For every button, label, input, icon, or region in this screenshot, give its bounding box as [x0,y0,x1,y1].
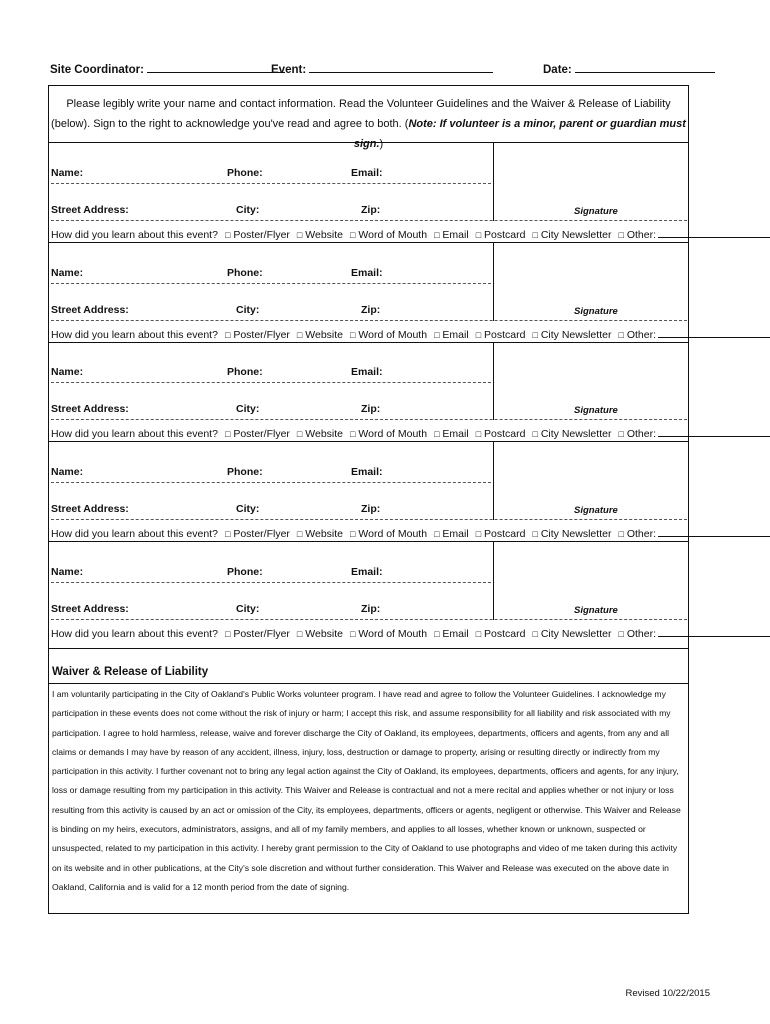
signature-label: Signature [574,405,618,416]
signature-divider [493,342,494,420]
name-label: Name: [51,566,84,578]
checkbox-icon[interactable]: □ [532,330,538,340]
how-option[interactable] [476,628,526,640]
how-learned-question: How did you learn about this event? [51,628,218,640]
how-option-label: Poster/Flyer [233,528,290,540]
how-option-label: Email [442,528,469,540]
city-label: City: [236,304,260,316]
how-option-label: Postcard [484,628,526,640]
checkbox-icon[interactable]: □ [434,429,440,439]
checkbox-icon[interactable]: □ [618,429,624,439]
checkbox-icon[interactable]: □ [350,330,356,340]
address-line[interactable] [51,619,687,620]
zip-label: Zip: [361,304,381,316]
signature-label: Signature [574,306,618,317]
phone-label: Phone: [227,566,263,578]
how-option[interactable] [476,528,526,540]
how-option-other[interactable] [618,628,770,640]
checkbox-icon[interactable]: □ [618,629,624,639]
other-label: Other: [626,329,656,341]
date-field[interactable] [543,61,715,76]
how-option[interactable] [476,428,526,440]
how-option[interactable] [532,528,611,540]
date-label: Date: [543,64,572,76]
how-option-label: City Newsletter [540,428,612,440]
name-line[interactable] [51,382,491,383]
how-option[interactable] [225,628,290,640]
how-option-label: Poster/Flyer [233,229,290,241]
how-option[interactable] [476,329,526,341]
site-coordinator-line[interactable] [147,61,285,73]
minor-note: Note: If volunteer is a minor, parent or guardian must sign. [353,118,686,150]
how-learned-question: How did you learn about this event? [51,329,218,341]
how-option[interactable] [297,229,343,241]
name-line[interactable] [51,482,491,483]
checkbox-icon[interactable]: □ [618,230,624,240]
zip-label: Zip: [361,503,381,515]
checkbox-icon[interactable]: □ [434,629,440,639]
address-line[interactable] [51,320,687,321]
how-learned-question: How did you learn about this event? [51,428,218,440]
how-learned-row [51,426,770,440]
name-line[interactable] [51,283,491,284]
zip-label: Zip: [361,403,381,415]
how-option-label: Email [442,229,469,241]
how-option[interactable] [350,528,427,540]
how-option-label: Website [305,528,344,540]
how-option[interactable] [350,428,427,440]
how-option-label: Word of Mouth [358,229,428,241]
event-line[interactable] [309,61,493,73]
divider [49,648,688,649]
instructions-text: Please legibly write your name and contact information. Read the Volunteer Guidelines and the Waiver & Release of Liability (below). Sign to the right to acknowledge you've read and agree to both. ( [51,98,671,130]
email-label: Email: [351,366,383,378]
name-line[interactable] [51,183,491,184]
how-option[interactable] [532,428,611,440]
name-label: Name: [51,267,84,279]
how-learned-row [51,526,770,540]
signature-divider [493,542,494,620]
address-line[interactable] [51,519,687,520]
phone-label: Phone: [227,267,263,279]
volunteer-entry [49,542,688,642]
how-option-other[interactable] [618,229,770,241]
how-option-other[interactable] [618,428,770,440]
how-learned-row [51,227,770,241]
other-line[interactable] [658,526,770,537]
checkbox-icon[interactable]: □ [350,629,356,639]
how-option-label: Word of Mouth [358,628,428,640]
how-option[interactable] [225,428,290,440]
checkbox-icon[interactable]: □ [475,429,482,439]
site-coordinator-field[interactable] [50,61,285,76]
how-option-label: Poster/Flyer [233,329,290,341]
checkbox-icon[interactable]: □ [475,330,482,340]
email-label: Email: [351,566,383,578]
checkbox-icon[interactable]: □ [224,330,231,340]
how-option[interactable] [532,628,611,640]
how-option[interactable] [225,229,290,241]
checkbox-icon[interactable]: □ [532,529,538,539]
signature-label: Signature [574,605,618,616]
how-option-label: Word of Mouth [358,428,428,440]
date-line[interactable] [575,61,715,73]
how-option[interactable] [350,628,427,640]
address-line[interactable] [51,220,687,221]
event-label: Event: [271,64,307,76]
how-learned-row [51,626,770,640]
phone-label: Phone: [227,167,263,179]
how-option-label: Email [442,628,469,640]
checkbox-icon[interactable]: □ [350,230,356,240]
how-option[interactable] [350,229,427,241]
checkbox-icon[interactable]: □ [296,330,303,340]
how-learned-question: How did you learn about this event? [51,229,218,241]
checkbox-icon[interactable]: □ [618,529,624,539]
how-option[interactable] [532,329,611,341]
city-label: City: [236,503,260,515]
name-label: Name: [51,167,84,179]
zip-label: Zip: [361,603,381,615]
how-option-label: Word of Mouth [358,528,428,540]
how-option-label: Email [442,329,469,341]
checkbox-icon[interactable]: □ [475,629,482,639]
how-option-label: City Newsletter [540,628,612,640]
how-option[interactable] [297,428,343,440]
email-label: Email: [351,466,383,478]
city-label: City: [236,403,260,415]
name-label: Name: [51,366,84,378]
volunteer-entry [49,342,688,442]
checkbox-icon[interactable]: □ [296,429,303,439]
event-field[interactable] [271,61,493,76]
volunteer-entry [49,143,688,243]
checkbox-icon[interactable]: □ [434,230,440,240]
how-option-label: Word of Mouth [358,329,428,341]
signature-divider [493,243,494,321]
checkbox-icon[interactable]: □ [296,230,303,240]
signature-label: Signature [574,505,618,516]
volunteer-entry [49,442,688,542]
how-option-label: Postcard [484,428,526,440]
waiver-text: I am voluntarily participating in the City of Oakland's Public Works volunteer program. I have read and agree to follow the Volunteer Guidelines. I acknowledge my participation in these events does not come without the risk of injury or harm; I accept this risk, and assume responsibility for all liability and risk associated with my participation. I agree to hold harmless, release, waive and forever discharge the City of Oakland, its employees, departments, officers and agents, from any and all claims or demands I may have by reason of any accident, illness, injury, loss, destruction or damage to property, arising or resulting directly or indirectly from my participation in this activity. I further covenant not to bring any legal action against the City of Oakland, its employees, departments, officers and agents, for any injury, loss or damage resulting from my participation in this activity. This Waiver and Release is contractual and not a mere recital and applies whether or not injury or loss resulting from this activity is caused by an act or omission of the City, its employees, departments, officers or agents, negligent or otherwise. This Waiver and Release is binding on my heirs, executors, administrators, assigns, and all of my family members, and applies to all losses, whether known or unknown, suspected or unsuspected, related to my participation in this activity. I hereby grant permission to the City of Oakland to use photographs and video of me taken during this activity on its website and in other publications, at the City's sole discretion and without further consideration. This Waiver and Release was executed on the above date in Oakland, California and is valid for a 12 month period from the date of signing. [52,689,681,892]
how-option-label: City Newsletter [540,329,612,341]
email-label: Email: [351,267,383,279]
how-option-other[interactable] [618,329,770,341]
how-option[interactable] [434,329,469,341]
checkbox-icon[interactable]: □ [475,529,482,539]
street-address-label: Street Address: [51,304,129,316]
phone-label: Phone: [227,366,263,378]
how-option[interactable] [297,628,343,640]
how-option-label: City Newsletter [540,528,612,540]
other-label: Other: [626,528,656,540]
how-option-label: Website [305,628,344,640]
city-label: City: [236,204,260,216]
how-option-label: Postcard [484,329,526,341]
name-line[interactable] [51,582,491,583]
other-line[interactable] [658,626,770,637]
other-line[interactable] [658,227,770,238]
how-option-label: Website [305,229,344,241]
how-option[interactable] [476,229,526,241]
city-label: City: [236,603,260,615]
checkbox-icon[interactable]: □ [532,629,538,639]
how-option[interactable] [225,329,290,341]
name-label: Name: [51,466,84,478]
how-option[interactable] [532,229,611,241]
how-option[interactable] [350,329,427,341]
how-option-other[interactable] [618,528,770,540]
site-coordinator-label: Site Coordinator: [50,64,144,76]
how-option-label: Website [305,329,344,341]
other-line[interactable] [658,426,770,437]
revision-date: Revised 10/22/2015 [625,988,710,999]
other-label: Other: [626,229,656,241]
instructions-close: ) [379,138,384,150]
checkbox-icon[interactable]: □ [224,629,231,639]
checkbox-icon[interactable]: □ [350,529,356,539]
how-option[interactable] [434,229,469,241]
how-option-label: Postcard [484,528,526,540]
signature-label: Signature [574,206,618,217]
how-option-label: Poster/Flyer [233,628,290,640]
waiver-title: Waiver & Release of Liability [52,666,209,678]
checkbox-icon[interactable]: □ [296,629,303,639]
street-address-label: Street Address: [51,603,129,615]
zip-label: Zip: [361,204,381,216]
how-learned-row [51,327,770,341]
phone-label: Phone: [227,466,263,478]
how-option-label: Poster/Flyer [233,428,290,440]
how-option-label: Email [442,428,469,440]
how-option[interactable] [297,528,343,540]
checkbox-icon[interactable]: □ [618,330,624,340]
checkbox-icon[interactable]: □ [224,429,231,439]
checkbox-icon[interactable]: □ [532,429,538,439]
email-label: Email: [351,167,383,179]
how-option-label: City Newsletter [540,229,612,241]
signature-divider [493,143,494,221]
how-option-label: Postcard [484,229,526,241]
checkbox-icon[interactable]: □ [434,529,440,539]
street-address-label: Street Address: [51,204,129,216]
how-option[interactable] [297,329,343,341]
other-line[interactable] [658,327,770,338]
other-label: Other: [626,628,656,640]
checkbox-icon[interactable]: □ [224,529,231,539]
other-label: Other: [626,428,656,440]
how-learned-question: How did you learn about this event? [51,528,218,540]
volunteer-entry [49,243,688,343]
signature-divider [493,442,494,520]
checkbox-icon[interactable]: □ [350,429,356,439]
checkbox-icon[interactable]: □ [532,230,538,240]
divider [49,683,688,684]
how-option-label: Website [305,428,344,440]
how-option[interactable] [225,528,290,540]
how-option[interactable] [434,528,469,540]
checkbox-icon[interactable]: □ [296,529,303,539]
how-option[interactable] [434,628,469,640]
checkbox-icon[interactable]: □ [224,230,231,240]
form-box [48,85,689,914]
checkbox-icon[interactable]: □ [475,230,482,240]
address-line[interactable] [51,419,687,420]
street-address-label: Street Address: [51,403,129,415]
checkbox-icon[interactable]: □ [434,330,440,340]
how-option[interactable] [434,428,469,440]
street-address-label: Street Address: [51,503,129,515]
